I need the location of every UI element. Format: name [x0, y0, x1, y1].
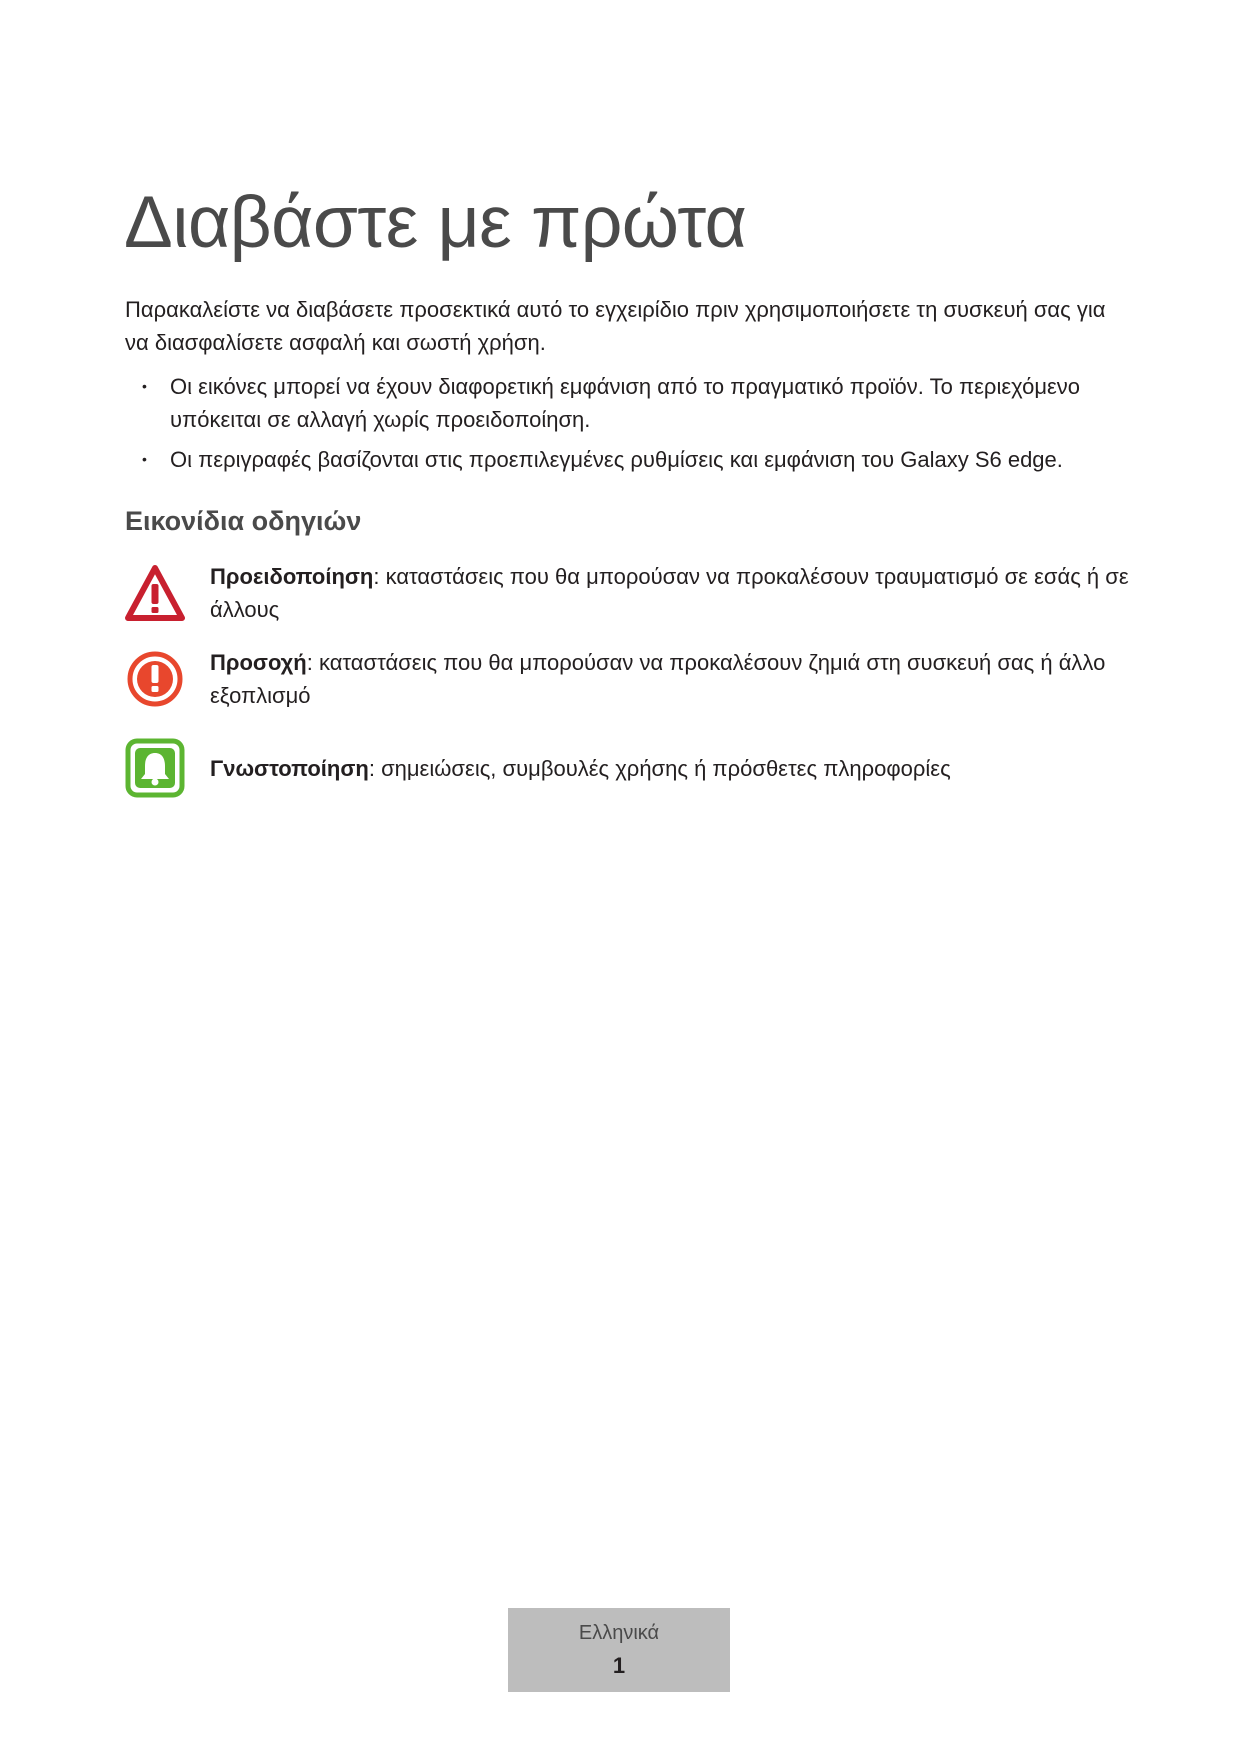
- notice-info-text: [210, 752, 1130, 785]
- bullet-list: [125, 370, 1125, 483]
- page-title: Διαβάστε με πρώτα: [124, 182, 747, 263]
- notice-label: Προσοχή: [210, 650, 307, 675]
- notice-warning-text: [210, 560, 1130, 626]
- bullet-marker: •: [142, 451, 147, 467]
- bullet-marker: •: [142, 378, 147, 394]
- warning-triangle-icon: [125, 564, 185, 624]
- notice-label: Γνωστοποίηση: [210, 756, 369, 781]
- notice-caution-text: [210, 646, 1130, 712]
- list-item: [125, 443, 1125, 476]
- notice-bell-icon: [125, 738, 185, 798]
- list-item-text: Οι περιγραφές βασίζονται στις προεπιλεγμένες ρυθμίσεις και εμφάνιση του Galaxy S6 edge.: [170, 447, 1063, 472]
- intro-paragraph: Παρακαλείστε να διαβάσετε προσεκτικά αυτό το εγχειρίδιο πριν χρησιμοποιήσετε τη συσκευή σας για να διασφαλίσετε ασφαλή και σωστή χρήση.: [125, 297, 1106, 355]
- page-number: 1: [612, 1653, 626, 1678]
- notice-description: : καταστάσεις που θα μπορούσαν να προκαλέσουν ζημιά στη συσκευή σας ή άλλο εξοπλισμό: [210, 650, 1106, 708]
- notice-label: Προειδοποίηση: [210, 564, 374, 589]
- caution-exclamation-icon: [125, 649, 185, 709]
- footer-language: Ελληνικά: [578, 1622, 660, 1644]
- notice-description: : καταστάσεις που θα μπορούσαν να προκαλέσουν τραυματισμό σε εσάς ή σε άλλους: [210, 564, 1129, 622]
- notice-description: : σημειώσεις, συμβουλές χρήσης ή πρόσθετες πληροφορίες: [368, 756, 951, 781]
- page-footer: [508, 1608, 730, 1692]
- section-title: Εικονίδια οδηγιών: [125, 506, 362, 536]
- list-item-text: Οι εικόνες μπορεί να έχουν διαφορετική εμφάνιση από το πραγματικό προϊόν. Το περιεχόμενο υπόκειται σε αλλαγή χωρίς προειδοποίηση.: [170, 374, 1081, 432]
- list-item: [125, 370, 1125, 436]
